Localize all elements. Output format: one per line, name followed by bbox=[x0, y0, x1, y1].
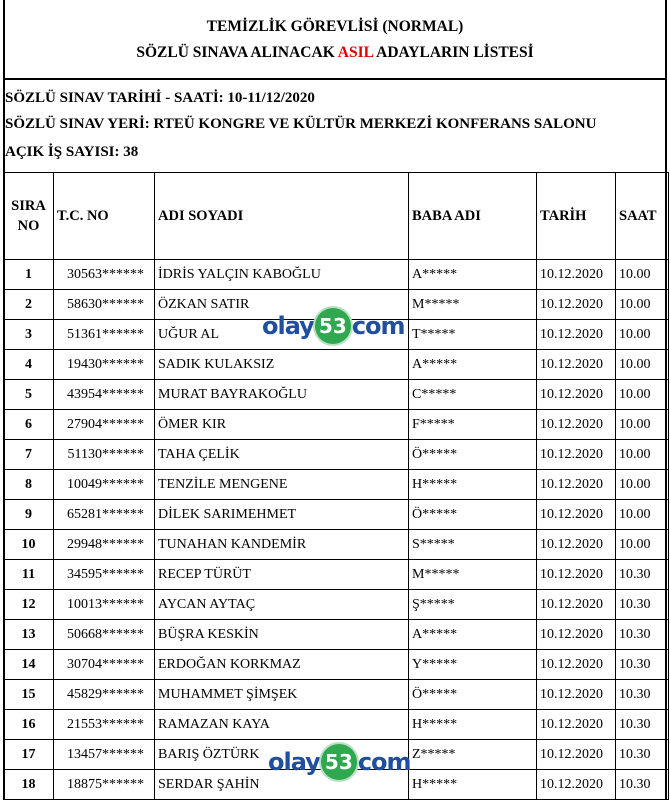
subtitle-pre: SÖZLÜ SINAVA ALINACAK bbox=[136, 44, 338, 61]
table-row bbox=[4, 530, 669, 560]
cell-date: 10.12.2020 bbox=[537, 410, 616, 440]
cell-sira-no: 12 bbox=[4, 590, 54, 620]
cell-sira-no: 13 bbox=[4, 620, 54, 650]
cell-father-name: C***** bbox=[409, 380, 537, 410]
table-row bbox=[4, 650, 669, 680]
col-header-date: TARİH bbox=[537, 173, 616, 260]
cell-time: 10.00 bbox=[616, 260, 669, 290]
watermark-text-post: com bbox=[351, 312, 405, 340]
cell-time: 10.00 bbox=[616, 440, 669, 470]
cell-tc-no: 45829****** bbox=[54, 680, 155, 710]
cell-tc-no: 10013****** bbox=[54, 590, 155, 620]
subtitle-post: ADAYLARIN LİSTESİ bbox=[373, 44, 534, 61]
cell-sira-no: 9 bbox=[4, 500, 54, 530]
table-row bbox=[4, 470, 669, 500]
cell-tc-no: 30563****** bbox=[54, 260, 155, 290]
cell-tc-no: 18875****** bbox=[54, 770, 155, 800]
cell-father-name: Ş***** bbox=[409, 590, 537, 620]
title-box bbox=[5, 0, 665, 80]
cell-father-name: A***** bbox=[409, 260, 537, 290]
cell-sira-no: 6 bbox=[4, 410, 54, 440]
table-row bbox=[4, 560, 669, 590]
watermark-badge: 53 bbox=[315, 308, 351, 344]
cell-sira-no: 7 bbox=[4, 440, 54, 470]
cell-father-name: Ö***** bbox=[409, 500, 537, 530]
cell-time: 10.00 bbox=[616, 320, 669, 350]
cell-date: 10.12.2020 bbox=[537, 350, 616, 380]
table-header-row bbox=[4, 173, 669, 260]
cell-sira-no: 14 bbox=[4, 650, 54, 680]
cell-name: ÖMER KIR bbox=[155, 410, 409, 440]
cell-time: 10.00 bbox=[616, 410, 669, 440]
cell-father-name: A***** bbox=[409, 620, 537, 650]
table-row bbox=[4, 290, 669, 320]
cell-tc-no: 21553****** bbox=[54, 710, 155, 740]
table-row bbox=[4, 260, 669, 290]
cell-name: TENZİLE MENGENE bbox=[155, 470, 409, 500]
cell-sira-no: 4 bbox=[4, 350, 54, 380]
cell-name: BARIŞ ÖZTÜRK bbox=[155, 740, 409, 770]
table-row bbox=[4, 440, 669, 470]
cell-sira-no: 18 bbox=[4, 770, 54, 800]
col-header-no: NO bbox=[17, 218, 40, 234]
watermark-text-post: com bbox=[357, 748, 411, 776]
table-row bbox=[4, 590, 669, 620]
cell-name: BÜŞRA KESKİN bbox=[155, 620, 409, 650]
cell-father-name: M***** bbox=[409, 290, 537, 320]
cell-date: 10.12.2020 bbox=[537, 290, 616, 320]
cell-father-name: M***** bbox=[409, 560, 537, 590]
cell-time: 10.00 bbox=[616, 380, 669, 410]
exam-place: SÖZLÜ SINAV YERİ: RTEÜ KONGRE VE KÜLTÜR MERKEZİ KONFERANS SALONU bbox=[5, 116, 597, 132]
cell-time: 10.00 bbox=[616, 470, 669, 500]
cell-name: TUNAHAN KANDEMİR bbox=[155, 530, 409, 560]
cell-sira-no: 1 bbox=[4, 260, 54, 290]
cell-time: 10.00 bbox=[616, 500, 669, 530]
cell-date: 10.12.2020 bbox=[537, 680, 616, 710]
cell-tc-no: 51130****** bbox=[54, 440, 155, 470]
cell-date: 10.12.2020 bbox=[537, 260, 616, 290]
col-header-time: SAAT bbox=[616, 173, 669, 260]
cell-date: 10.12.2020 bbox=[537, 740, 616, 770]
cell-tc-no: 51361****** bbox=[54, 320, 155, 350]
col-header-tc: T.C. NO bbox=[54, 173, 155, 260]
cell-father-name: H***** bbox=[409, 710, 537, 740]
table-row bbox=[4, 410, 669, 440]
cell-tc-no: 29948****** bbox=[54, 530, 155, 560]
cell-sira-no: 11 bbox=[4, 560, 54, 590]
cell-father-name: S***** bbox=[409, 530, 537, 560]
cell-time: 10.30 bbox=[616, 650, 669, 680]
cell-father-name: Z***** bbox=[409, 740, 537, 770]
cell-name: SERDAR ŞAHİN bbox=[155, 770, 409, 800]
col-header-sira: SIRA bbox=[11, 198, 46, 214]
cell-name: RECEP TÜRÜT bbox=[155, 560, 409, 590]
cell-name: ÖZKAN SATIR bbox=[155, 290, 409, 320]
cell-sira-no: 2 bbox=[4, 290, 54, 320]
cell-tc-no: 50668****** bbox=[54, 620, 155, 650]
cell-time: 10.30 bbox=[616, 590, 669, 620]
table-row bbox=[4, 710, 669, 740]
cell-sira-no: 15 bbox=[4, 680, 54, 710]
candidates-table bbox=[3, 172, 669, 800]
cell-name: TAHA ÇELİK bbox=[155, 440, 409, 470]
cell-date: 10.12.2020 bbox=[537, 320, 616, 350]
cell-time: 10.30 bbox=[616, 770, 669, 800]
table-row bbox=[4, 500, 669, 530]
document-subtitle bbox=[5, 44, 665, 62]
cell-father-name: H***** bbox=[409, 470, 537, 500]
table-row bbox=[4, 320, 669, 350]
cell-tc-no: 43954****** bbox=[54, 380, 155, 410]
cell-date: 10.12.2020 bbox=[537, 500, 616, 530]
cell-name: ERDOĞAN KORKMAZ bbox=[155, 650, 409, 680]
cell-time: 10.00 bbox=[616, 290, 669, 320]
cell-tc-no: 27904****** bbox=[54, 410, 155, 440]
cell-tc-no: 19430****** bbox=[54, 350, 155, 380]
cell-time: 10.30 bbox=[616, 710, 669, 740]
cell-date: 10.12.2020 bbox=[537, 710, 616, 740]
cell-time: 10.30 bbox=[616, 680, 669, 710]
subtitle-asil: ASIL bbox=[337, 44, 374, 61]
cell-date: 10.12.2020 bbox=[537, 590, 616, 620]
table-row bbox=[4, 380, 669, 410]
table-row bbox=[4, 770, 669, 800]
cell-date: 10.12.2020 bbox=[537, 650, 616, 680]
cell-name: İDRİS YALÇIN KABOĞLU bbox=[155, 260, 409, 290]
cell-tc-no: 65281****** bbox=[54, 500, 155, 530]
cell-tc-no: 58630****** bbox=[54, 290, 155, 320]
vacancies: AÇIK İŞ SAYISI: 38 bbox=[5, 144, 139, 160]
cell-date: 10.12.2020 bbox=[537, 620, 616, 650]
cell-sira-no: 8 bbox=[4, 470, 54, 500]
cell-name: AYCAN AYTAÇ bbox=[155, 590, 409, 620]
cell-father-name: T***** bbox=[409, 320, 537, 350]
cell-name: MUHAMMET ŞİMŞEK bbox=[155, 680, 409, 710]
cell-time: 10.00 bbox=[616, 530, 669, 560]
cell-date: 10.12.2020 bbox=[537, 560, 616, 590]
cell-date: 10.12.2020 bbox=[537, 770, 616, 800]
cell-sira-no: 5 bbox=[4, 380, 54, 410]
document-title: TEMİZLİK GÖREVLİSİ (NORMAL) bbox=[206, 18, 464, 35]
cell-father-name: Y***** bbox=[409, 650, 537, 680]
cell-tc-no: 13457****** bbox=[54, 740, 155, 770]
cell-date: 10.12.2020 bbox=[537, 440, 616, 470]
cell-sira-no: 3 bbox=[4, 320, 54, 350]
cell-name: RAMAZAN KAYA bbox=[155, 710, 409, 740]
cell-name: UĞUR AL bbox=[155, 320, 409, 350]
cell-date: 10.12.2020 bbox=[537, 380, 616, 410]
cell-tc-no: 34595****** bbox=[54, 560, 155, 590]
cell-tc-no: 30704****** bbox=[54, 650, 155, 680]
table-row bbox=[4, 680, 669, 710]
cell-time: 10.00 bbox=[616, 350, 669, 380]
cell-time: 10.30 bbox=[616, 560, 669, 590]
table-row bbox=[4, 350, 669, 380]
cell-name: DİLEK SARIMEHMET bbox=[155, 500, 409, 530]
exam-date: SÖZLÜ SINAV TARİHİ - SAATİ: 10-11/12/2020 bbox=[5, 90, 315, 106]
table-row bbox=[4, 740, 669, 770]
cell-name: MURAT BAYRAKOĞLU bbox=[155, 380, 409, 410]
cell-father-name: Ö***** bbox=[409, 680, 537, 710]
col-header-father: BABA ADI bbox=[409, 173, 537, 260]
cell-sira-no: 16 bbox=[4, 710, 54, 740]
table-row bbox=[4, 620, 669, 650]
col-header-name: ADI SOYADI bbox=[155, 173, 409, 260]
cell-father-name: Ö***** bbox=[409, 440, 537, 470]
cell-sira-no: 10 bbox=[4, 530, 54, 560]
cell-time: 10.30 bbox=[616, 740, 669, 770]
col-header-sira-no bbox=[4, 173, 54, 260]
cell-tc-no: 10049****** bbox=[54, 470, 155, 500]
cell-father-name: A***** bbox=[409, 350, 537, 380]
cell-father-name: H***** bbox=[409, 770, 537, 800]
cell-father-name: F***** bbox=[409, 410, 537, 440]
cell-date: 10.12.2020 bbox=[537, 530, 616, 560]
cell-name: SADIK KULAKSIZ bbox=[155, 350, 409, 380]
cell-time: 10.30 bbox=[616, 620, 669, 650]
cell-date: 10.12.2020 bbox=[537, 470, 616, 500]
watermark-text-pre: olay bbox=[262, 312, 314, 340]
cell-sira-no: 17 bbox=[4, 740, 54, 770]
watermark-badge: 53 bbox=[321, 744, 357, 780]
watermark-text-pre: olay bbox=[268, 748, 320, 776]
